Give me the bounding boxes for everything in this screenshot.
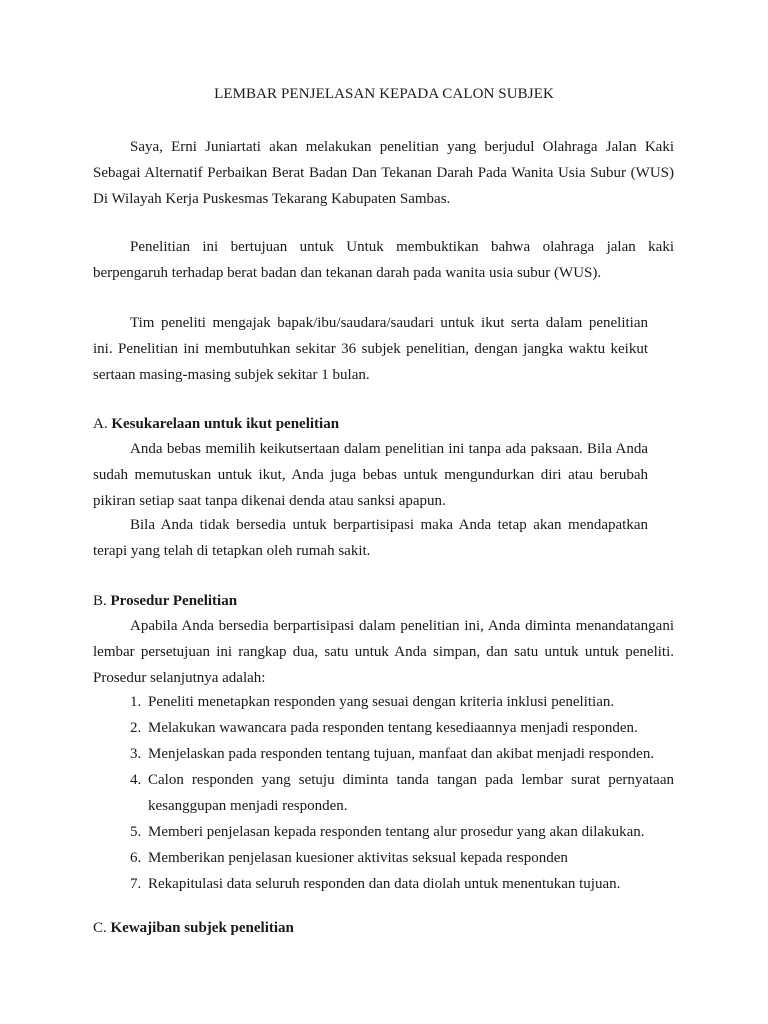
- procedure-item: [93, 715, 674, 741]
- procedure-item-text: Menjelaskan pada responden tentang tujuan, manfaat dan akibat menjadi responden.: [148, 746, 655, 762]
- procedure-item: [93, 819, 674, 845]
- section-c-title: Kewajiban subjek penelitian: [110, 920, 294, 936]
- section-b-intro: Apabila Anda bersedia berpartisipasi dalam penelitian ini, Anda diminta menandatangani lembar persetujuan ini rangkap dua, satu untuk Anda simpan, dan satu untuk untuk peneliti. Prosedur selanjutnya adalah:: [93, 618, 674, 686]
- section-a-title: Kesukarelaan untuk ikut penelitian: [111, 416, 340, 432]
- section-a-letter: A.: [93, 416, 108, 432]
- procedure-item: [93, 689, 674, 715]
- procedure-item-number: 6.: [130, 850, 142, 866]
- section-b-letter: B.: [93, 593, 107, 609]
- section-b-title: Prosedur Penelitian: [110, 593, 238, 609]
- procedure-item-text: Memberikan penjelasan kuesioner aktivitas seksual kepada responden: [148, 850, 568, 866]
- purpose-paragraph: Penelitian ini bertujuan untuk Untuk membuktikan bahwa olahraga jalan kaki berpengaruh terhadap berat badan dan tekanan darah pada wanita usia subur (WUS).: [93, 239, 674, 281]
- invitation-paragraph: Tim peneliti mengajak bapak/ibu/saudara/saudari untuk ikut serta dalam penelitian ini. Penelitian ini membutuhkan sekitar 36 subjek penelitian, dengan jangka waktu keikut sertaan masing-masing subjek sekitar 1 bulan.: [93, 315, 648, 383]
- section-a-paragraph-2: Bila Anda tidak bersedia untuk berpartisipasi maka Anda tetap akan mendapatkan terapi yang telah di tetapkan oleh rumah sakit.: [93, 517, 648, 559]
- procedure-item: [93, 845, 674, 871]
- section-a-paragraph-1: Anda bebas memilih keikutsertaan dalam penelitian ini tanpa ada paksaan. Bila Anda sudah memutuskan untuk ikut, Anda juga bebas untuk mengundurkan diri atau berubah pikiran setiap saat tanpa dikenai denda atau sanksi apapun.: [93, 441, 648, 509]
- procedure-item-text: Rekapitulasi data seluruh responden dan data diolah untuk menentukan tujuan.: [148, 876, 621, 892]
- section-a-heading: [93, 411, 339, 437]
- procedure-item-text: Melakukan wawancara pada responden tentang kesediaannya menjadi responden.: [148, 720, 638, 736]
- procedure-item-number: 5.: [130, 824, 142, 840]
- procedure-item-text: Calon responden yang setuju diminta tanda tangan pada lembar surat pernyataan kesanggupan menjadi responden.: [148, 772, 674, 814]
- procedure-item-number: 1.: [130, 694, 142, 710]
- procedure-item-number: 3.: [130, 746, 142, 762]
- section-c-letter: C.: [93, 920, 107, 936]
- intro-paragraph: Saya, Erni Juniartati akan melakukan penelitian yang berjudul Olahraga Jalan Kaki Sebagai Alternatif Perbaikan Berat Badan Dan Tekanan Darah Pada Wanita Usia Subur (WUS) Di Wilayah Kerja Puskesmas Tekarang Kabupaten Sambas.: [93, 139, 674, 207]
- procedure-item-number: 4.: [130, 772, 142, 788]
- procedure-item-text: Peneliti menetapkan responden yang sesuai dengan kriteria inklusi penelitian.: [148, 694, 615, 710]
- procedure-item: [93, 741, 674, 767]
- procedure-item-text: Memberi penjelasan kepada responden tentang alur prosedur yang akan dilakukan.: [148, 824, 645, 840]
- procedure-item-number: 2.: [130, 720, 142, 736]
- procedure-list: [93, 689, 674, 897]
- procedure-item: [93, 767, 674, 819]
- section-b-heading: [93, 588, 237, 614]
- document-title: LEMBAR PENJELASAN KEPADA CALON SUBJEK: [214, 86, 554, 102]
- procedure-item-number: 7.: [130, 876, 142, 892]
- section-c-heading: [93, 915, 294, 941]
- procedure-item: [93, 871, 674, 897]
